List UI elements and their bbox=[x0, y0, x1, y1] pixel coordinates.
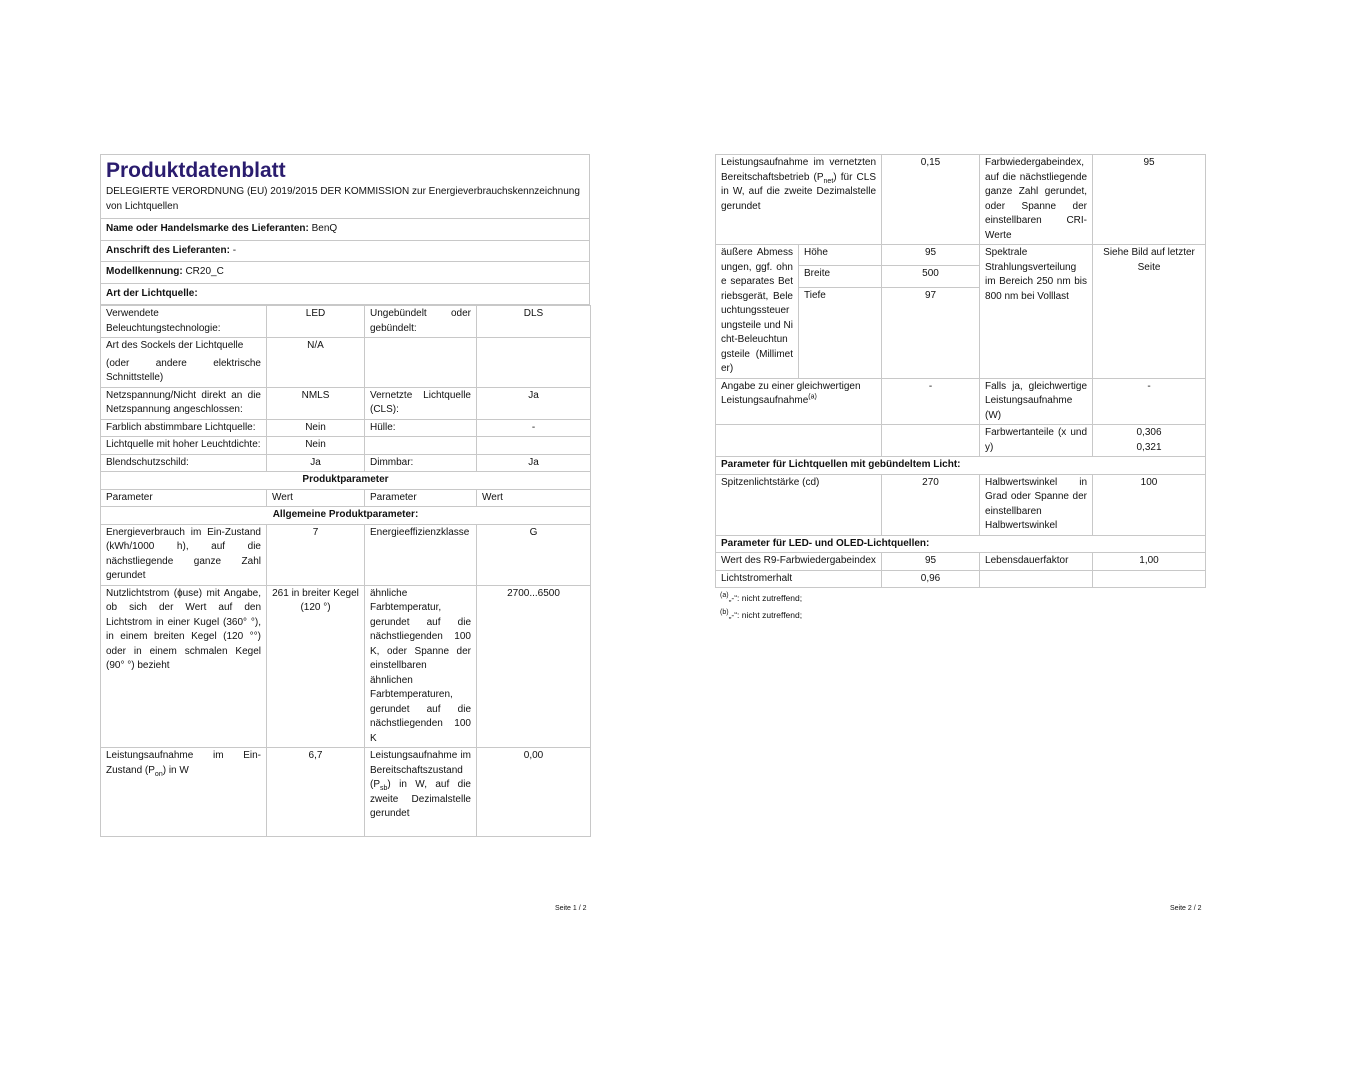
table-row bbox=[101, 387, 591, 419]
depth-label: Tiefe bbox=[799, 287, 882, 378]
page-2-footer: Seite 2 / 2 bbox=[1170, 905, 1202, 912]
tech-value: LED bbox=[267, 306, 365, 338]
chroma-label: Farbwertanteile (x und y) bbox=[980, 425, 1093, 457]
highlum-value: Nein bbox=[267, 437, 365, 455]
type-label: Art der Lichtquelle: bbox=[106, 287, 198, 299]
height-label: Höhe bbox=[799, 245, 882, 266]
flux-label: Nutzlichtstrom (ɸuse) mit Angabe, ob sich der Wert auf den Lichtstrom in einer Kugel (360° °), in einem breiten Kegel (120 °°) oder in einem schmalen Kegel (90° °) bezieht bbox=[101, 585, 267, 748]
footnote-b: $^{(b)}$„-“: nicht zutreffend; bbox=[720, 609, 803, 620]
model-label: Modellkennung: bbox=[106, 266, 183, 277]
cap-label-line-1: Art des Sockels der Lichtquelle bbox=[106, 340, 244, 351]
table-row bbox=[101, 524, 591, 585]
page-1-footer: Seite 1 / 2 bbox=[555, 905, 587, 912]
equiv-yes-value: - bbox=[1093, 378, 1206, 425]
beam-label: Halbwertswinkel in Grad oder Spanne der einstellbaren Halbwertswinkel bbox=[980, 474, 1093, 535]
empty-cell bbox=[477, 437, 591, 455]
peak-label: Spitzenlichtstärke (cd) bbox=[716, 474, 882, 535]
product-params-header: Produktparameter bbox=[101, 472, 591, 490]
peak-value: 270 bbox=[882, 474, 980, 535]
empty-cell bbox=[882, 425, 980, 457]
dims-label: äußere Abmessungen, ggf. ohne separates Betriebsgerät, Beleuchtungssteuerungsteile und Nicht-Beleuchtungsteile (Millimeter) bbox=[716, 245, 799, 379]
directed-header: Parameter für Lichtquellen mit gebündeltem Licht: bbox=[716, 457, 1206, 475]
datasheet-header bbox=[100, 154, 590, 305]
chroma-value bbox=[1093, 425, 1206, 457]
table-row bbox=[101, 338, 591, 388]
general-params-header: Allgemeine Produktparameter: bbox=[101, 507, 591, 525]
datasheet-page-1 bbox=[100, 154, 590, 837]
undirected-value: DLS bbox=[477, 306, 591, 338]
pnet-label: Leistungsaufnahme im vernetzten Bereitschaftsbetrieb $(P_{net})$ für CLS in W, auf die zweite Dezimalstelle gerundet bbox=[716, 155, 882, 245]
supplier-row bbox=[101, 219, 589, 241]
equiv-yes-label: Falls ja, gleichwertige Leistungsaufnahme (W) bbox=[980, 378, 1093, 425]
spd-value: Siehe Bild auf letzter Seite bbox=[1093, 245, 1206, 379]
table-row bbox=[101, 489, 591, 507]
type-row bbox=[101, 284, 589, 306]
beam-value: 100 bbox=[1093, 474, 1206, 535]
height-value: 95 bbox=[882, 245, 980, 266]
pnet-value: 0,15 bbox=[882, 155, 980, 245]
datasheet-page-2 bbox=[715, 154, 1205, 624]
empty-cell bbox=[477, 338, 591, 388]
col-header-value: Wert bbox=[267, 489, 365, 507]
mains-label: Netzspannung/Nicht direkt an die Netzspannung angeschlossen: bbox=[101, 387, 267, 419]
empty-cell bbox=[716, 425, 882, 457]
table-row bbox=[101, 585, 591, 748]
regulation-text: DELEGIERTE VERORDNUNG (EU) 2019/2015 DER KOMMISSION zur Energieverbrauchskennzeichnung von Lichtquellen bbox=[101, 185, 589, 219]
spd-label: Spektrale Strahlungsverteilung im Bereich 250 nm bis 800 nm bei Volllast bbox=[980, 245, 1093, 379]
r9-value: 95 bbox=[882, 553, 980, 571]
table-row bbox=[716, 535, 1206, 553]
table-row bbox=[716, 245, 1206, 266]
table-row bbox=[716, 155, 1206, 245]
table-row bbox=[101, 437, 591, 455]
col-header-param: Parameter bbox=[365, 489, 477, 507]
mains-value: NMLS bbox=[267, 387, 365, 419]
table-row bbox=[716, 425, 1206, 457]
address-label: Anschrift des Lieferanten: bbox=[106, 244, 230, 256]
psb-label: Leistungsaufnahme im Bereitschaftszustand $(P_{sb})$ in W, auf die zweite Dezimalstelle gerundet bbox=[365, 748, 477, 837]
cri-value: 95 bbox=[1093, 155, 1206, 245]
model-value: CR20_C bbox=[185, 266, 224, 277]
cct-value: 2700...6500 bbox=[477, 585, 591, 748]
chroma-y: 0,321 bbox=[1136, 441, 1162, 453]
survival-label: Lebensdauerfaktor bbox=[980, 553, 1093, 571]
energy-value: 7 bbox=[267, 524, 365, 585]
table-row bbox=[101, 507, 591, 525]
depth-value: 97 bbox=[882, 287, 980, 378]
footnote-a: $^{(a)}$„-“: nicht zutreffend; bbox=[720, 592, 803, 603]
table-row bbox=[101, 306, 591, 338]
page-title: Produktdatenblatt bbox=[106, 159, 286, 182]
datasheet-table-2 bbox=[715, 154, 1206, 588]
table-row bbox=[716, 570, 1206, 588]
model-row bbox=[101, 262, 589, 284]
colour-label: Farblich abstimmbare Lichtquelle: bbox=[101, 419, 267, 437]
psb-value: 0,00 bbox=[477, 748, 591, 837]
supplier-value: BenQ bbox=[311, 223, 338, 234]
cls-label: Vernetzte Lichtquelle (CLS): bbox=[365, 387, 477, 419]
survival-value: 1,00 bbox=[1093, 553, 1206, 571]
equiv-label: Angabe zu einer gleichwertigen Leistungsaufnahme$^{(a)}$ bbox=[716, 378, 882, 425]
cct-label: ähnliche Farbtemperatur, gerundet auf die nächstliegenden 100 K, oder Spanne der einstellbaren ähnlichen Farbtemperaturen, gerundet auf die nächstliegenden 100 K bbox=[365, 585, 477, 748]
dimmable-value: Ja bbox=[477, 454, 591, 472]
chroma-x: 0,306 bbox=[1136, 427, 1162, 438]
cap-value: N/A bbox=[267, 338, 365, 388]
envelope-label: Hülle: bbox=[365, 419, 477, 437]
empty-cell bbox=[1093, 570, 1206, 588]
pon-label: Leistungsaufnahme im Ein-Zustand $(P_{on})$ in W bbox=[101, 748, 267, 837]
cri-label: Farbwiedergabeindex, auf die nächstliegende ganze Zahl gerundet, oder Spanne der einstellbaren CRI-Werte bbox=[980, 155, 1093, 245]
eclass-label: Energieeffizienzklasse bbox=[365, 524, 477, 585]
tech-label: Verwendete Beleuchtungstechnologie: bbox=[101, 306, 267, 338]
supplier-label: Name oder Handelsmarke des Lieferanten: bbox=[106, 223, 309, 234]
table-row bbox=[101, 472, 591, 490]
dimmable-label: Dimmbar: bbox=[365, 454, 477, 472]
width-label: Breite bbox=[799, 266, 882, 287]
table-row bbox=[716, 378, 1206, 425]
width-value: 500 bbox=[882, 266, 980, 287]
undirected-label: Ungebündelt oder gebündelt: bbox=[365, 306, 477, 338]
col-header-value: Wert bbox=[477, 489, 591, 507]
flux-value: 261 in breiter Kegel (120 °) bbox=[267, 585, 365, 748]
col-header-param: Parameter bbox=[101, 489, 267, 507]
empty-cell bbox=[365, 437, 477, 455]
antiglare-value: Ja bbox=[267, 454, 365, 472]
empty-cell bbox=[365, 338, 477, 388]
table-row bbox=[716, 457, 1206, 475]
table-row bbox=[716, 474, 1206, 535]
address-value: - bbox=[232, 244, 237, 256]
lumen-label: Lichtstromerhalt bbox=[716, 570, 882, 588]
datasheet-table-1 bbox=[100, 305, 591, 837]
energy-label: Energieverbrauch im Ein-Zustand (kWh/1000 h), auf die nächstliegende ganze Zahl gerundet bbox=[101, 524, 267, 585]
r9-label: Wert des R9-Farbwiedergabeindex bbox=[716, 553, 882, 571]
equiv-value: - bbox=[882, 378, 980, 425]
highlum-label: Lichtquelle mit hoher Leuchtdichte: bbox=[101, 437, 267, 455]
envelope-value: - bbox=[477, 419, 591, 437]
pon-value: 6,7 bbox=[267, 748, 365, 837]
table-row bbox=[101, 748, 591, 837]
address-row bbox=[101, 241, 589, 263]
table-row bbox=[101, 454, 591, 472]
cls-value: Ja bbox=[477, 387, 591, 419]
table-row bbox=[716, 553, 1206, 571]
antiglare-label: Blendschutzschild: bbox=[101, 454, 267, 472]
cap-label-line-2: (oder andere elektrische Schnittstelle) bbox=[106, 357, 261, 383]
eclass-value: G bbox=[477, 524, 591, 585]
empty-cell bbox=[980, 570, 1093, 588]
colour-value: Nein bbox=[267, 419, 365, 437]
lumen-value: 0,96 bbox=[882, 570, 980, 588]
table-row bbox=[101, 419, 591, 437]
cap-label bbox=[101, 338, 267, 388]
led-header: Parameter für LED- und OLED-Lichtquellen: bbox=[716, 535, 1206, 553]
